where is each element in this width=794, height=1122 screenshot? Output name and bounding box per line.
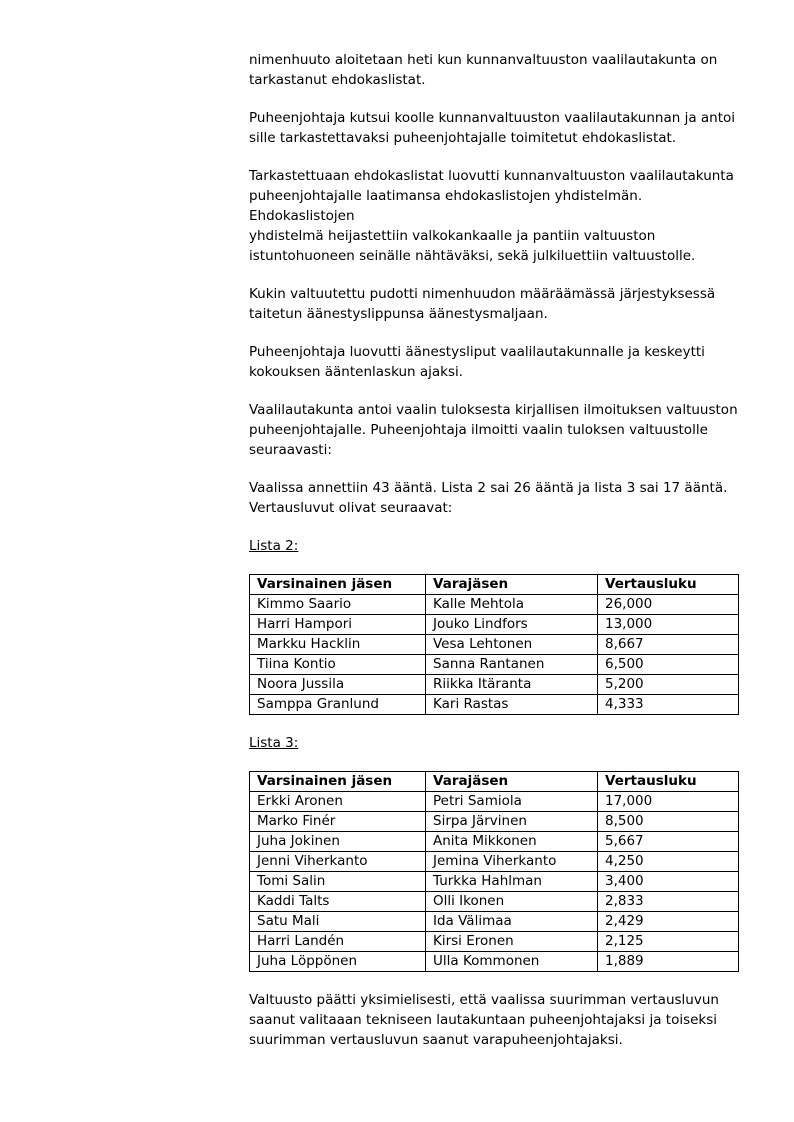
comparison-number-cell: 2,125 (598, 932, 739, 952)
paragraph-roll-call: nimenhuuto aloitetaan heti kun kunnanvaltuuston vaalilautakunta on tarkastanut ehdokaslistat. (249, 52, 718, 88)
table-row (250, 675, 739, 695)
lista2-heading: Lista 2: (249, 538, 299, 554)
table-row (250, 952, 739, 972)
deputy-cell: Kalle Mehtola (426, 595, 598, 615)
column-header-deputy: Varajäsen (426, 772, 598, 792)
member-cell: Jenni Viherkanto (250, 852, 426, 872)
member-cell: Tomi Salin (250, 872, 426, 892)
paragraph-decision: Valtuusto päätti yksimielisesti, että vaalissa suurimman vertausluvun saanut valitaaan tekniseen lautakuntaan puheenjohtajaksi ja toiseksi suurimman vertausluvun saanut varapuheenjohtajaksi. (249, 992, 719, 1048)
deputy-cell: Anita Mikkonen (426, 832, 598, 852)
deputy-cell: Kari Rastas (426, 695, 598, 715)
deputy-cell: Turkka Hahlman (426, 872, 598, 892)
column-header-deputy: Varajäsen (426, 575, 598, 595)
paragraph-voting: Kukin valtuutettu pudotti nimenhuudon määräämässä järjestyksessä taitetun äänestyslippunsa äänestysmaljaan. (249, 286, 716, 322)
lista3-table (249, 771, 739, 972)
comparison-number-cell: 17,000 (598, 792, 739, 812)
table-row (250, 595, 739, 615)
column-header-member: Varsinainen jäsen (250, 772, 426, 792)
member-cell: Harri Landén (250, 932, 426, 952)
table-row (250, 655, 739, 675)
lista3-heading: Lista 3: (249, 735, 299, 751)
table-row (250, 812, 739, 832)
comparison-number-cell: 5,200 (598, 675, 739, 695)
table-header-row (250, 575, 739, 595)
table-row (250, 932, 739, 952)
member-cell: Samppa Granlund (250, 695, 426, 715)
comparison-number-cell: 8,667 (598, 635, 739, 655)
table-row (250, 635, 739, 655)
member-cell: Noora Jussila (250, 675, 426, 695)
table-row (250, 615, 739, 635)
document-body (249, 50, 749, 1068)
paragraph-counting: Puheenjohtaja luovutti äänestysliput vaalilautakunnalle ja keskeytti kokouksen ääntenlaskun ajaksi. (249, 344, 705, 380)
member-cell: Harri Hampori (250, 615, 426, 635)
comparison-number-cell: 13,000 (598, 615, 739, 635)
comparison-number-cell: 3,400 (598, 872, 739, 892)
comparison-number-cell: 4,250 (598, 852, 739, 872)
deputy-cell: Sirpa Järvinen (426, 812, 598, 832)
member-cell: Markku Hacklin (250, 635, 426, 655)
deputy-cell: Kirsi Eronen (426, 932, 598, 952)
member-cell: Satu Mali (250, 912, 426, 932)
column-header-member: Varsinainen jäsen (250, 575, 426, 595)
comparison-number-cell: 2,429 (598, 912, 739, 932)
member-cell: Tiina Kontio (250, 655, 426, 675)
column-header-comparison-number: Vertausluku (598, 575, 739, 595)
deputy-cell: Sanna Rantanen (426, 655, 598, 675)
member-cell: Marko Finér (250, 812, 426, 832)
member-cell: Kimmo Saario (250, 595, 426, 615)
deputy-cell: Jemina Viherkanto (426, 852, 598, 872)
member-cell: Juha Löppönen (250, 952, 426, 972)
deputy-cell: Vesa Lehtonen (426, 635, 598, 655)
deputy-cell: Ulla Kommonen (426, 952, 598, 972)
table-row (250, 695, 739, 715)
deputy-cell: Jouko Lindfors (426, 615, 598, 635)
column-header-comparison-number: Vertausluku (598, 772, 739, 792)
table-row (250, 852, 739, 872)
table-row (250, 912, 739, 932)
table-row (250, 832, 739, 852)
member-cell: Erkki Aronen (250, 792, 426, 812)
comparison-number-cell: 5,667 (598, 832, 739, 852)
member-cell: Juha Jokinen (250, 832, 426, 852)
comparison-number-cell: 4,333 (598, 695, 739, 715)
comparison-number-cell: 2,833 (598, 892, 739, 912)
paragraph-result-notice: Vaalilautakunta antoi vaalin tuloksesta kirjallisen ilmoituksen valtuuston puheenjohtajalle. Puheenjohtaja ilmoitti vaalin tuloksen valtuustolle seuraavasti: (249, 402, 738, 458)
paragraph-list-combination: Tarkastettuaan ehdokaslistat luovutti kunnanvaltuuston vaalilautakunta puheenjohtajalle laatimansa ehdokaslistojen yhdistelmän. Ehdokaslistojen yhdistelmä heijastettiin valkokankaalle ja pantiin valtuuston istuntohuoneen seinälle nähtäväksi, sekä julkiluettiin valtuustolle. (249, 168, 734, 264)
member-cell: Kaddi Talts (250, 892, 426, 912)
deputy-cell: Riikka Itäranta (426, 675, 598, 695)
lista2-table (249, 574, 739, 715)
deputy-cell: Olli Ikonen (426, 892, 598, 912)
comparison-number-cell: 8,500 (598, 812, 739, 832)
table-row (250, 892, 739, 912)
comparison-number-cell: 1,889 (598, 952, 739, 972)
table-header-row (250, 772, 739, 792)
deputy-cell: Petri Samiola (426, 792, 598, 812)
table-row (250, 872, 739, 892)
paragraph-vote-totals: Vaalissa annettiin 43 ääntä. Lista 2 sai 26 ääntä ja lista 3 sai 17 ääntä. Vertausluvut olivat seuraavat: (249, 480, 728, 516)
comparison-number-cell: 26,000 (598, 595, 739, 615)
paragraph-convening: Puheenjohtaja kutsui koolle kunnanvaltuuston vaalilautakunnan ja antoi sille tarkastettavaksi puheenjohtajalle toimitetut ehdokaslistat. (249, 110, 736, 146)
deputy-cell: Ida Välimaa (426, 912, 598, 932)
table-row (250, 792, 739, 812)
comparison-number-cell: 6,500 (598, 655, 739, 675)
